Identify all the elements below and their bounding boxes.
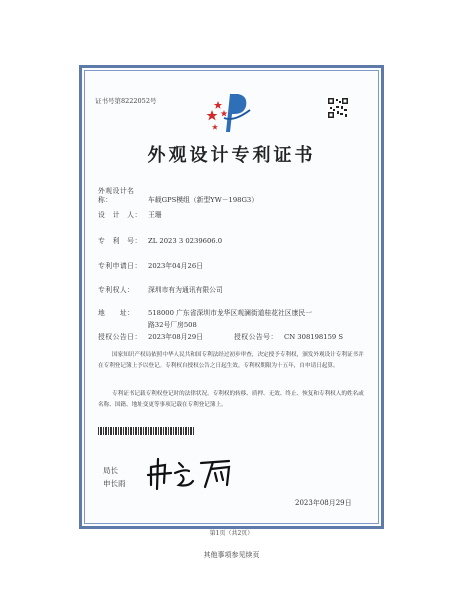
design-name-value: 车载GPS模组（新型YW－198G3） <box>148 196 259 204</box>
grant-date-value: 2023年08月29日 <box>148 333 203 341</box>
certificate-title: 外观设计专利证书 <box>147 145 316 166</box>
grant-date-label: 授权公告日： <box>98 333 142 341</box>
chief-name: 申长雨 <box>103 479 126 488</box>
signature-date: 2023年08月29日 <box>295 499 352 507</box>
patent-number-row <box>98 237 222 246</box>
designer-row <box>98 211 162 220</box>
design-name-row <box>98 187 258 205</box>
patent-number-value: ZL 2023 3 0239606.0 <box>148 237 223 245</box>
filing-date-label: 专利申请日： <box>98 262 142 270</box>
address-value-line2: 路32号厂房508 <box>148 321 197 329</box>
patentee-row <box>98 286 223 295</box>
handwritten-signature-icon <box>145 455 235 490</box>
address-row-continued <box>148 321 197 330</box>
notice-paragraph-1: 国家知识产权局依照中华人民共和国专利法经过初步审查，决定授予专利权，颁发外观设计专利证书并在专利登记簿上予以登记。专利权自授权公告之日起生效。专利权期限为十五年，自申请日起算。 <box>98 352 364 369</box>
patentee-label: 专利权人： <box>98 286 135 294</box>
designer-value: 王珊 <box>148 211 162 219</box>
address-label: 地 址： <box>98 309 135 317</box>
barcode-icon <box>98 427 194 435</box>
grant-number-label: 授权公告号： <box>234 333 278 341</box>
qr-code-icon <box>327 97 349 119</box>
address-row <box>98 309 312 318</box>
designer-label: 设 计 人： <box>98 211 142 219</box>
filing-date-row <box>98 262 203 271</box>
filing-date-value: 2023年04月26日 <box>148 262 203 270</box>
cnipa-logo-icon <box>204 88 254 138</box>
patentee-value: 深圳市有为通讯有限公司 <box>148 286 223 294</box>
footer-note: 其他事项参见续页 <box>203 551 260 559</box>
grant-row <box>98 333 343 342</box>
notice-paragraph-2: 专利证书记载专利权登记时的法律状况。专利权的转移、质押、无效、终止、恢复和专利权人的姓名或名称、国籍、地址变更等事项记载在专利登记簿上。 <box>98 391 364 408</box>
patent-number-label: 专 利 号： <box>98 237 142 245</box>
certificate-number: 证书号第8222052号 <box>95 97 157 105</box>
grant-number-value: CN 308198159 S <box>284 333 344 341</box>
chief-label: 局长 <box>103 466 118 475</box>
address-value-line1: 518000 广东省深圳市龙华区观澜街道桂花社区康民一 <box>148 309 313 317</box>
design-name-label: 外观设计名称： <box>98 187 135 204</box>
page-number: 第1页（共2页） <box>209 530 254 537</box>
